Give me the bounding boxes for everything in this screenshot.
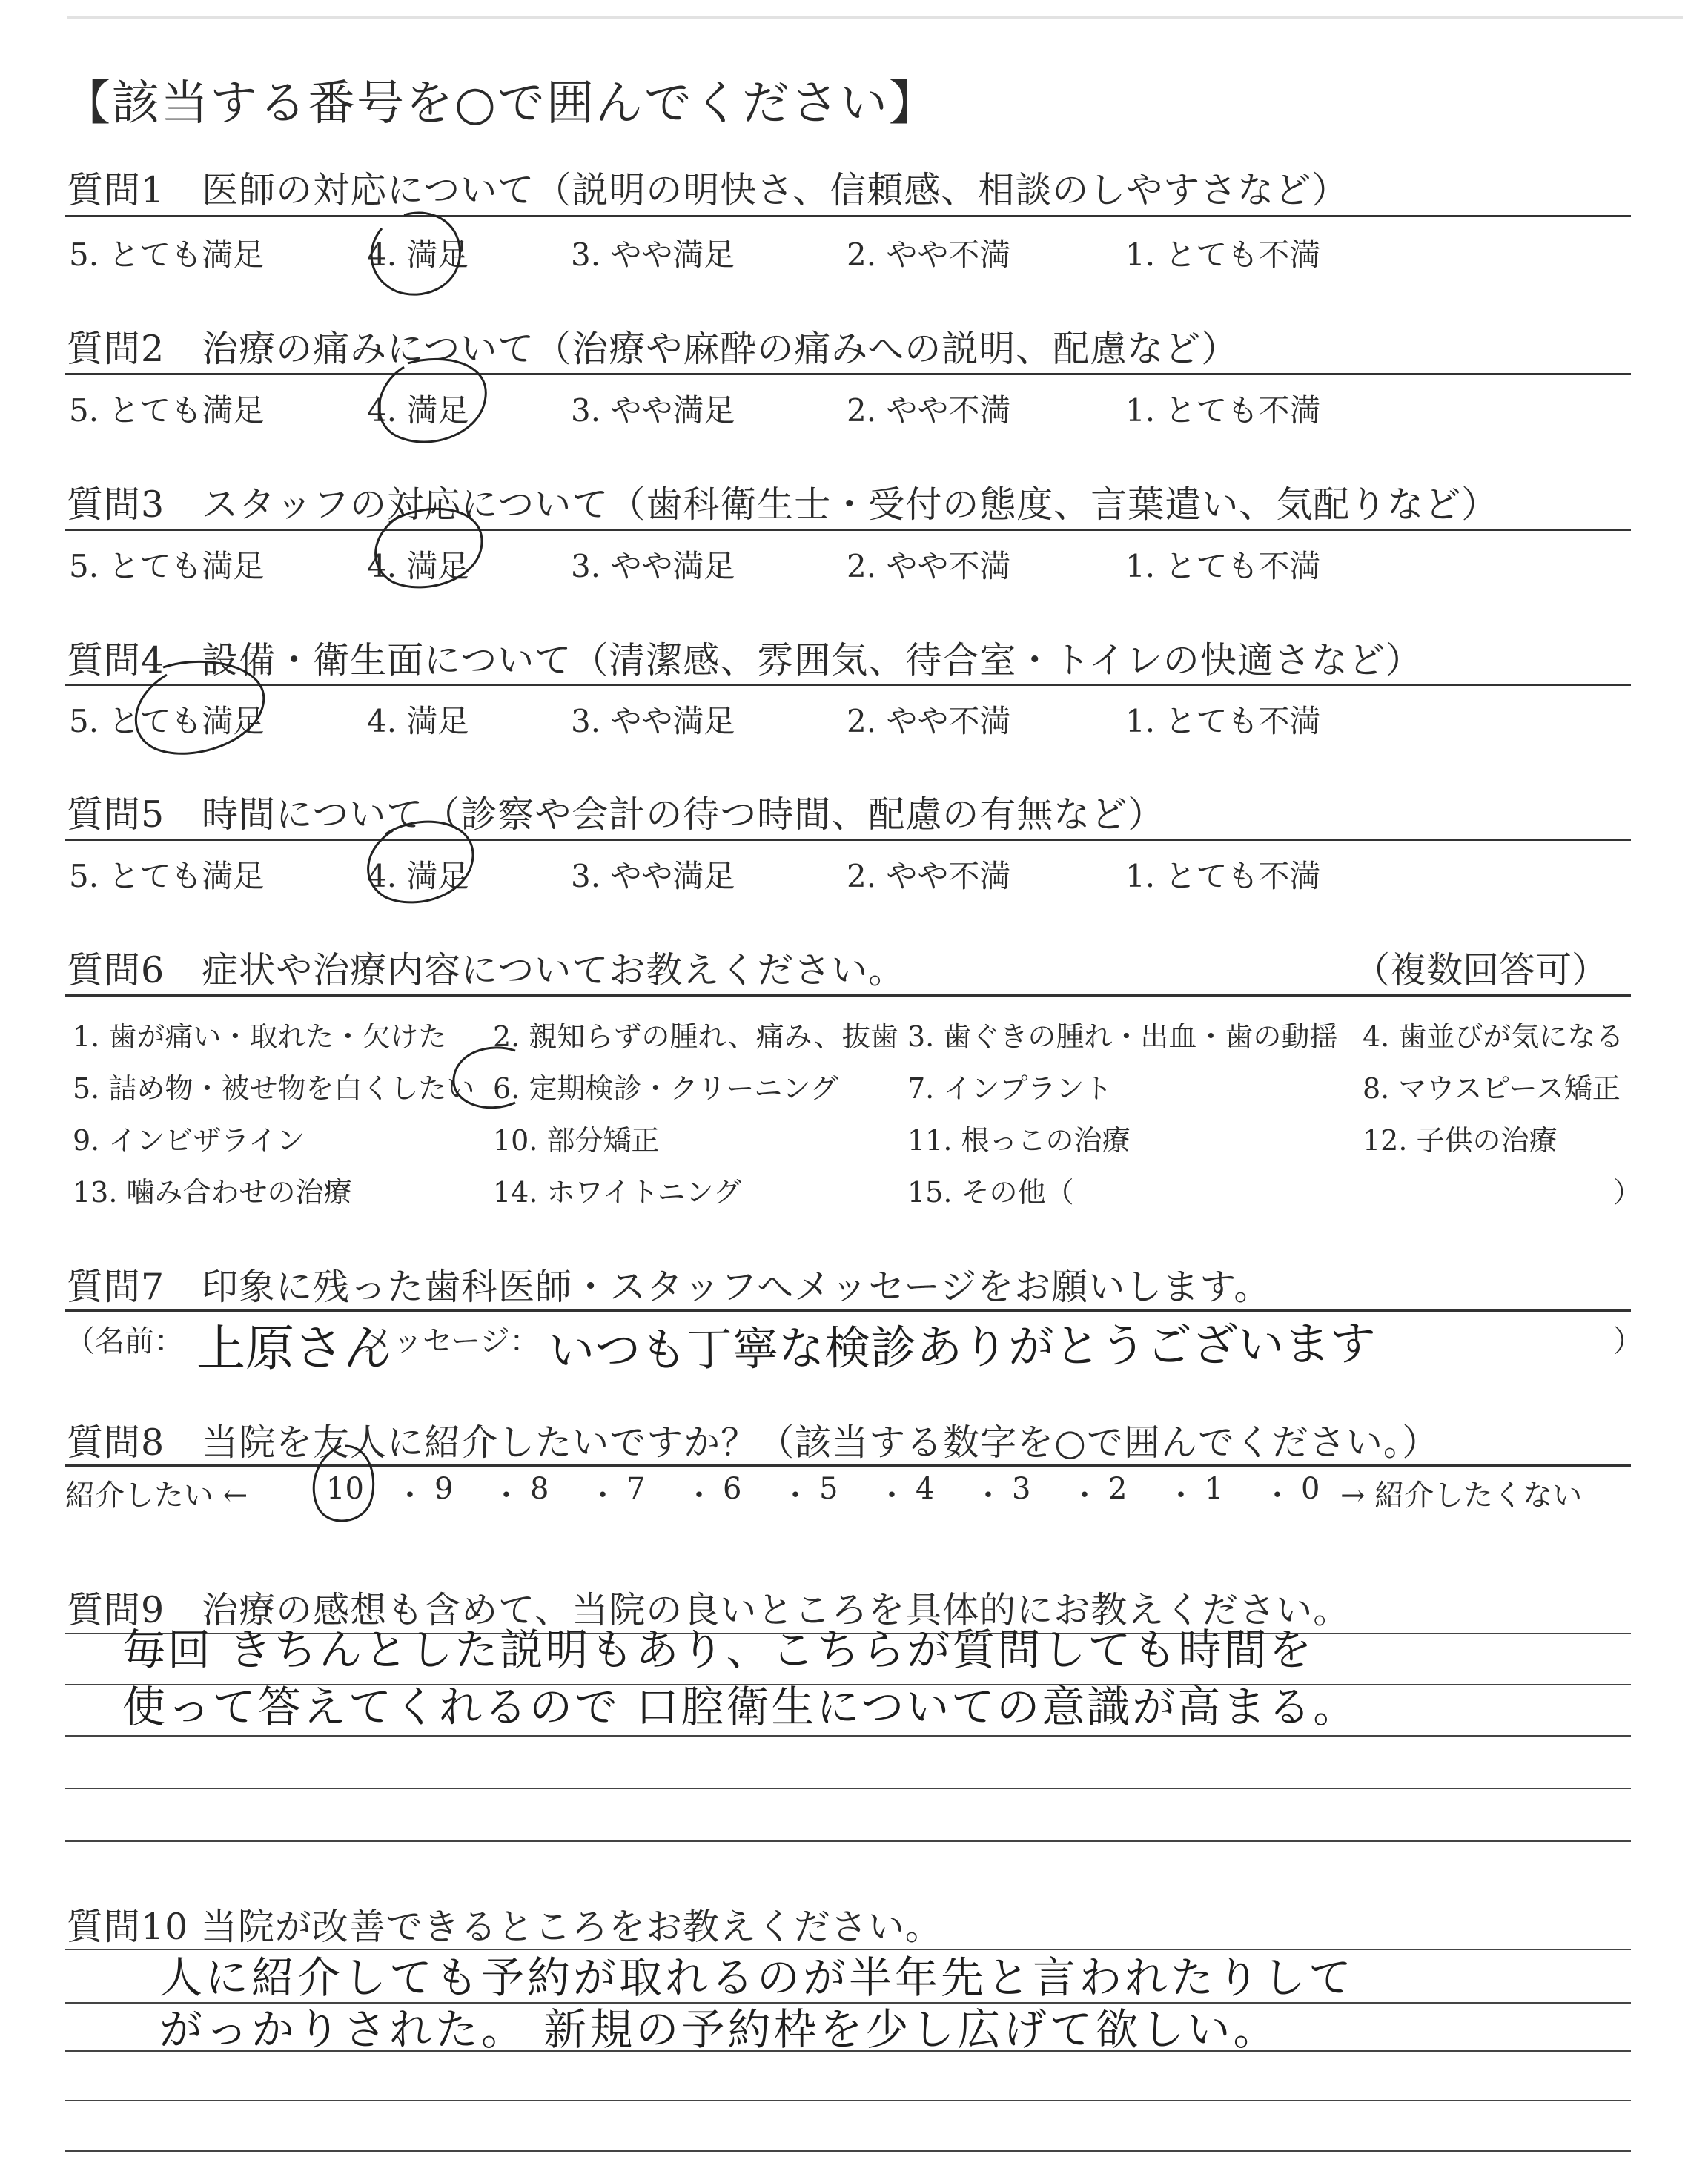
q4-option-1[interactable]: 1. とても不満 <box>1125 703 1321 739</box>
q7-message-label: メッセージ： <box>363 1324 540 1358</box>
q8-right-label: → 紹介したくない <box>1340 1479 1583 1513</box>
q9-answer-line-4 <box>65 1788 1631 1789</box>
q6-option-2[interactable]: 2. 親知らずの腫れ、痛み、抜歯 <box>493 1020 898 1053</box>
top-divider <box>67 16 1683 19</box>
q1-option-2[interactable]: 2. やや不満 <box>847 237 1011 273</box>
q5-option-3[interactable]: 3. やや満足 <box>571 858 735 894</box>
question-1-rule <box>65 215 1631 217</box>
question-9-title: 質問9 治療の感想も含めて、当院の良いところを具体的にお教えください。 <box>67 1589 1351 1631</box>
q6-option-12[interactable]: 12. 子供の治療 <box>1363 1124 1558 1157</box>
q7-message-value[interactable]: いつも丁寧な検診ありがとうございます <box>548 1316 1377 1378</box>
question-7-title: 質問7 印象に残った歯科医師・スタッフへメッセージをお願いします。 <box>67 1266 1271 1308</box>
q6-option-1[interactable]: 1. 歯が痛い・取れた・欠けた <box>73 1020 447 1053</box>
q8-dot: ・ <box>1166 1479 1196 1513</box>
question-1-title: 質問1 医師の対応について（説明の明快さ、信頼感、相談のしやすさなど） <box>67 169 1349 211</box>
q10-answer-line-5 <box>65 2150 1631 2152</box>
q3-option-5[interactable]: 5. とても満足 <box>69 548 265 584</box>
q4-option-2[interactable]: 2. やや不満 <box>847 703 1011 739</box>
q7-name-value[interactable]: 上原さん <box>196 1320 392 1377</box>
q3-option-1[interactable]: 1. とても不満 <box>1125 548 1321 584</box>
q5-option-5[interactable]: 5. とても満足 <box>69 858 265 894</box>
question-2-title: 質問2 治療の痛みについて（治療や麻酔の痛みへの説明、配慮など） <box>67 328 1239 370</box>
q6-option-14[interactable]: 14. ホワイトニング <box>493 1176 742 1209</box>
q5-option-4[interactable]: 4. 満足 <box>367 858 469 894</box>
q5-option-1[interactable]: 1. とても不満 <box>1125 858 1321 894</box>
q6-option-9[interactable]: 9. インビザライン <box>73 1124 305 1157</box>
q2-option-3[interactable]: 3. やや満足 <box>571 392 735 429</box>
q3-option-2[interactable]: 2. やや不満 <box>847 548 1011 584</box>
q6-option-15[interactable]: 15. その他（ <box>907 1176 1074 1209</box>
q2-option-2[interactable]: 2. やや不満 <box>847 392 1011 429</box>
q8-value-0[interactable]: 0 <box>1301 1472 1320 1506</box>
q8-dot: ・ <box>491 1479 521 1513</box>
q6-option-3[interactable]: 3. 歯ぐきの腫れ・出血・歯の動揺 <box>907 1020 1338 1053</box>
q4-option-4[interactable]: 4. 満足 <box>367 703 469 739</box>
q6-option-10[interactable]: 10. 部分矯正 <box>493 1124 660 1157</box>
q8-value-4[interactable]: 4 <box>916 1472 935 1506</box>
q6-option-13[interactable]: 13. 噛み合わせの治療 <box>73 1176 352 1209</box>
q7-name-label: （名前： <box>65 1324 184 1358</box>
q6-option-15-close: ） <box>1613 1176 1642 1209</box>
question-3-rule <box>65 529 1631 531</box>
q6-option-11[interactable]: 11. 根っこの治療 <box>907 1124 1131 1157</box>
q6-option-5[interactable]: 5. 詰め物・被せ物を白くしたい <box>73 1072 475 1105</box>
q8-dot: ・ <box>877 1479 907 1513</box>
q4-option-5[interactable]: 5. とても満足 <box>69 703 265 739</box>
q8-value-8[interactable]: 8 <box>530 1472 549 1506</box>
question-3-title: 質問3 スタッフの対応について（歯科衛生士・受付の態度、言葉遣い、気配りなど） <box>67 483 1499 526</box>
q3-option-3[interactable]: 3. やや満足 <box>571 548 735 584</box>
q8-dot: ・ <box>1070 1479 1099 1513</box>
q8-left-label: 紹介したい ← <box>65 1479 248 1513</box>
question-5-title: 質問5 時間について（診察や会計の待つ時間、配慮の有無など） <box>67 793 1165 836</box>
question-2-rule <box>65 373 1631 375</box>
q9-answer-text-2[interactable]: 使って答えてくれるので 口腔衛生についての意識が高まる。 <box>122 1682 1359 1732</box>
q10-answer-line-4 <box>65 2100 1631 2101</box>
page-title: 【該当する番号を○で囲んでください】 <box>63 76 938 131</box>
q10-answer-text-1[interactable]: 人に紹介しても予約が取れるのが半年先と言われたりして <box>159 1952 1355 2003</box>
question-10-title: 質問10 当院が改善できるところをお教えください。 <box>67 1906 942 1948</box>
q6-option-4[interactable]: 4. 歯並びが気になる <box>1363 1020 1624 1053</box>
q2-option-4[interactable]: 4. 満足 <box>367 392 469 429</box>
q8-value-6[interactable]: 6 <box>723 1472 742 1506</box>
q8-value-3[interactable]: 3 <box>1012 1472 1031 1506</box>
q9-answer-text-1[interactable]: 毎回 きちんとした説明もあり、こちらが質問しても時間を <box>122 1625 1314 1675</box>
q9-answer-line-5 <box>65 1840 1631 1842</box>
q8-value-10[interactable]: 10 <box>326 1472 364 1506</box>
q8-dot: ・ <box>395 1479 425 1513</box>
q9-answer-line-3 <box>65 1735 1631 1737</box>
question-4-rule <box>65 684 1631 686</box>
q1-option-1[interactable]: 1. とても不満 <box>1125 237 1321 273</box>
q1-option-4[interactable]: 4. 満足 <box>367 237 469 273</box>
question-8-title: 質問8 当院を友人に紹介したいですか？（該当する数字を○で囲んでください。） <box>67 1421 1440 1464</box>
question-4-title: 質問4 設備・衛生面について（清潔感、雰囲気、待合室・トイレの快適さなど） <box>67 639 1423 681</box>
question-6-rule <box>65 994 1631 997</box>
q4-option-3[interactable]: 3. やや満足 <box>571 703 735 739</box>
q8-value-2[interactable]: 2 <box>1108 1472 1128 1506</box>
q8-value-5[interactable]: 5 <box>819 1472 838 1506</box>
q6-option-8[interactable]: 8. マウスピース矯正 <box>1363 1072 1621 1105</box>
q6-option-7[interactable]: 7. インプラント <box>907 1072 1113 1105</box>
q1-option-3[interactable]: 3. やや満足 <box>571 237 735 273</box>
q10-answer-text-2[interactable]: がっかりされた。 新規の予約枠を少し広げて欲しい。 <box>159 2004 1280 2055</box>
q8-dot: ・ <box>684 1479 714 1513</box>
q8-value-7[interactable]: 7 <box>626 1472 646 1506</box>
q8-dot: ・ <box>1262 1479 1292 1513</box>
q8-dot: ・ <box>588 1479 618 1513</box>
q6-option-6[interactable]: 6. 定期検診・クリーニング <box>493 1072 838 1105</box>
q8-value-9[interactable]: 9 <box>434 1472 454 1506</box>
question-6-title: 質問6 症状や治療内容についてお教えください。 <box>67 949 906 991</box>
question-8-rule <box>65 1464 1631 1467</box>
q7-close-paren: ） <box>1613 1324 1643 1358</box>
q2-option-5[interactable]: 5. とても満足 <box>69 392 265 429</box>
q1-option-5[interactable]: 5. とても満足 <box>69 237 265 273</box>
question-6-note: （複数回答可） <box>1353 949 1608 991</box>
q3-option-4[interactable]: 4. 満足 <box>367 548 469 584</box>
q8-value-1[interactable]: 1 <box>1205 1472 1224 1506</box>
q8-dot: ・ <box>973 1479 1003 1513</box>
question-5-rule <box>65 839 1631 841</box>
q8-dot: ・ <box>781 1479 810 1513</box>
q5-option-2[interactable]: 2. やや不満 <box>847 858 1011 894</box>
q2-option-1[interactable]: 1. とても不満 <box>1125 392 1321 429</box>
